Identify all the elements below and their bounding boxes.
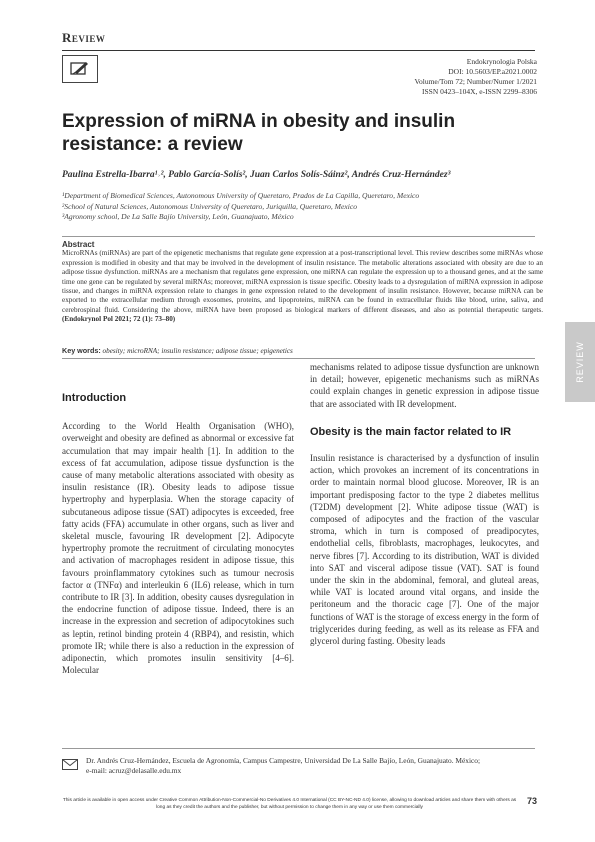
abstract-heading: Abstract [62,240,95,249]
page-number: 73 [527,796,538,806]
intro-text: According to the World Health Organisation (WHO), overweight and obesity are defined as abnormal or excessive fat accumulation that may impair health [1]. In addition to the excess of fat accumulation, adipose tissue dysfunction is the cause of many metabolic alterations associated with obesity as insulin resistance (IR). Obesity leads to adipose tissue hypertrophy and hyperplasia. When the storage capacity of subcutaneous adipose tissue (SAT) adipocytes is exceeded, free fatty acids (FFA) accumulate in other organs, such as liver and skeletal muscle, favouring IR development [2]. Adipocyte hypertrophy promote the recruitment of circulating monocytes and activation of macrophages resident in adipose tissue, this favours proinflammatory cytokines such as tumour necrosis factor α (TNFα) and interleukin 6 (IL6) release, which in turn contribute to IR [3]. In addition, obesity causes dysregulation in the endocrine function of adipose tissue. Indeed, there is an increase in the expression and secretion of adipocytokines such as leptin, retinol binding protein 4 (RBP4), and resistin, which promote IR; while there is also a reduction in the expression of adiponectin, which promotes insulin sensitivity [4–6]. Molecular [62,421,294,676]
side-tab-label: REVIEW [575,341,585,383]
correspondence-divider [62,748,535,749]
keywords-divider [62,358,535,359]
intro-heading: Introduction [62,392,127,404]
obesity-heading: Obesity is the main factor related to IR [310,425,512,438]
abstract [62,240,543,325]
keywords-value: obesity; microRNA; insulin resistance; adipose tissue; epigenetics [102,347,293,355]
author-list: Paulina Estrella-Ibarra¹˒², Pablo García-Solís², Juan Carlos Solís-Sáinz², Andrés Cruz-Hernández³ [62,170,451,180]
journal-info [415,57,537,97]
obesity-text: Insulin resistance is characterised by a dysfunction of insulin action, which provokes an increment of its concentrations in order to maintain normal blood glucose. Moreover, IR is an important predisposing factor to the type 2 diabetes mellitus (T2DM) development [2]. White adipose tissue (WAT) is composed of adipocytes and the fraction of the vascular stroma, which in turn is composed of preadipocytes, endothelial cells, fibroblasts, macrophages, leukocytes, and nerve fibres [7]. According to its distribution, WAT is divided into SAT and visceral adipose tissue (VAT). SAT is found under the skin in the abdominal, femoral, and gluteal areas, while VAT is located around vital organs, and inside the peritoneum and the thoracic cage [7]. One of the major functions of WAT is the storage of excess energy in the form of triglycerides during feeding, as well as its release as FFA and glycerol during fasting. Obesity leads [310,453,539,647]
envelope-icon [62,757,78,768]
article-title: Expression of miRNA in obesity and insulin resistance: a review [62,111,456,155]
doi: DOI: 10.5603/EP.a2021.0002 [448,67,537,76]
header-divider [62,50,535,51]
abstract-divider [62,236,535,237]
license-note: This article is available in open access under Creative Common Attribution-Non-Commercial-No Derivatives 4.0 International (CC BY-NC-ND 4.0) license, allowing to download articles and share them with others as long as they credit the authors and the publisher, but without permission to change them in any way or use them commercially [62,798,517,810]
journal-name: Endokrynologia Polska [466,57,537,66]
right-column [310,361,539,647]
correspondence-line-1: Dr. Andrés Cruz-Hernández, Escuela de Agronomía, Campus Campestre, Universidad De La Salle Bajío, León, Guanajuato. México; [86,756,481,765]
right-continuation-text: mechanisms related to adipose tissue dysfunction are unknown in detail; however, epigenetic mechanisms such as miRNAs could explain changes in genetic expression in adipose tissue that are associated with IR development. [310,362,539,409]
abstract-text: MicroRNAs (miRNAs) are part of the epigenetic mechanisms that regulate gene expression at a post-transcriptional level. This review describes some miRNAs whose expression is modified in obesity and that may be involved in the development of insulin resistance. The metabolic alterations associated with obesity are due to an adipose tissue dysfunction. miRNAs are a mechanism that regulates gene expression, one miRNA can regulate the expression up to a thousand genes, and at the same time one gene can be regulated by several miRNAs; moreover, miRNA expression is tissue specific. Obesity leads to a dysregulation of miRNA expression in adipose tissue, and changes in miRNA expression relate to changes in gene expression related to the development of insulin resistance. However, because miRNA can be exported to the extracellular medium through exosomes, proteins, and lipoproteins, miRNA can be found in extracellular fluids like blood, urine, saliva, and cerebrospinal fluid. Considering the above, miRNA have been proposed as biological markers of different diseases, and also as potential therapeutic targets. [62,249,543,314]
affiliation-1: ¹Department of Biomedical Sciences, Autonomous University of Queretaro, Prados de La Capilla, Queretaro, Mexico [62,191,420,200]
keywords-label: Key words: [62,346,101,355]
affiliations [62,191,542,223]
keywords [62,346,543,355]
affiliation-3: ³Agronomy school, De La Salle Bajío University, León, Guanajuato, México [62,212,294,221]
abstract-citation: (Endokrynol Pol 2021; 72 (1): 73–80) [62,315,176,324]
volume: Volume/Tom 72; Number/Numer 1/2021 [414,77,537,86]
affiliation-2: ²School of Natural Sciences, Autonomous University of Queretaro, Juriquilla, Queretaro, Mexico [62,201,358,211]
correspondence [86,756,541,776]
correspondence-email: e-mail: acruz@delasalle.edu.mx [86,766,182,775]
side-section-tab [565,322,595,402]
section-label: Review [62,30,106,45]
pen-writing-icon [62,55,98,83]
issn: ISSN 0423–104X, e-ISSN 2299–8306 [421,87,537,96]
left-column [62,392,294,676]
